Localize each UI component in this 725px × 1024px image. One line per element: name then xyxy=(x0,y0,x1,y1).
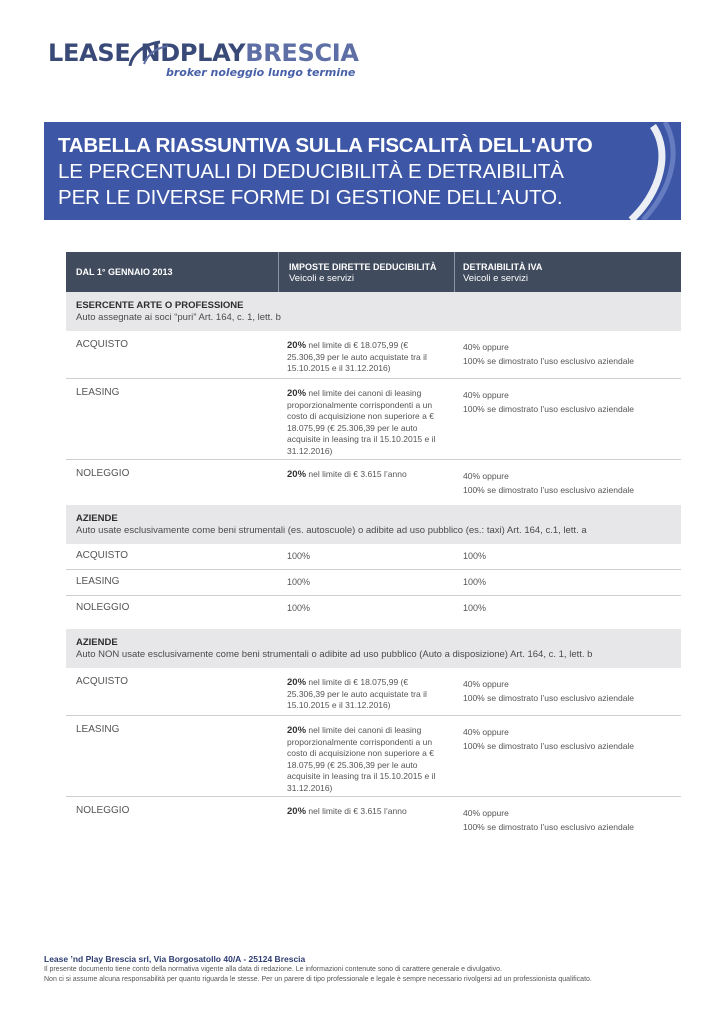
company-logo xyxy=(48,38,359,83)
table-header xyxy=(66,252,681,292)
logo-swoosh-icon xyxy=(108,40,178,66)
banner-subtitle-line2: PER LE DIVERSE FORME DI GESTIONE DELL’AUTO. xyxy=(58,186,563,209)
header-date: DAL 1° GENNAIO 2013 xyxy=(76,267,173,277)
header-iva: DETRAIBILITÀ IVA Veicoli e servizi xyxy=(454,252,681,292)
tax-table xyxy=(66,252,681,842)
table-row: LEASING 20% nel limite dei canoni di leasing proporzionalmente corrispondenti a un costo di acquisizione non superiore a € 18.075,99 (€ 25.306,39 per le auto acquisite in leasing tra il 15.10.2015 e il 31.12.2016) 40% oppure 100% se dimostrato l’uso esclusivo aziendale xyxy=(66,379,681,460)
banner-swoosh-icon xyxy=(591,122,681,220)
logo-wordmark: LEASE NDPLAYBRESCIA xyxy=(48,39,359,67)
table-row: ACQUISTO 20% nel limite di € 18.075,99 (€ 25.306,39 per le auto acquistate tra il 15.10.2015 e il 31.12.2016) 40% oppure 100% se dimostrato l’uso esclusivo aziendale xyxy=(66,668,681,716)
section-header: AZIENDE Auto usate esclusivamente come beni strumentali (es. autoscuole) o adibite ad uso pubblico (es.: taxi) Art. 164, c.1, lett. a xyxy=(66,505,681,544)
footer-disclaimer-2: Non ci si assume alcuna responsabilità per quanto riguarda le stesse. Per un parere di tipo professionale e legale è sempre necessario rivolgersi ad un professionista qualificato. xyxy=(44,975,592,983)
table-row: ACQUISTO 100% 100% xyxy=(66,544,681,570)
table-row: NOLEGGIO 20% nel limite di € 3.615 l’anno 40% oppure 100% se dimostrato l’uso esclusivo aziendale xyxy=(76,805,635,832)
section-header: AZIENDE Auto NON usate esclusivamente come beni strumentali o adibite ad uso pubblico (Auto a disposizione) Art. 164, c. 1, lett. b xyxy=(66,629,681,668)
title-banner xyxy=(44,122,681,220)
banner-subtitle-line1: LE PERCENTUALI DI DEDUCIBILITÀ E DETRAIBILITÀ xyxy=(58,160,564,183)
footer xyxy=(44,954,592,984)
table-row: NOLEGGIO 20% nel limite di € 3.615 l’anno 40% oppure 100% se dimostrato l’uso esclusivo aziendale xyxy=(76,468,635,495)
banner-title: TABELLA RIASSUNTIVA SULLA FISCALITÀ DELL'AUTO xyxy=(58,134,593,157)
header-deducibility: IMPOSTE DIRETTE DEDUCIBILITÀ Veicoli e servizi xyxy=(278,252,454,292)
table-row: ACQUISTO 20% nel limite di € 18.075,99 (€ 25.306,39 per le auto acquistate tra il 15.10.2015 e il 31.12.2016) 40% oppure 100% se dimostrato l’uso esclusivo aziendale xyxy=(66,331,681,379)
section-header: ESERCENTE ARTE O PROFESSIONE Auto assegnate ai soci “puri” Art. 164, c. 1, lett. b xyxy=(66,292,681,331)
table-row: LEASING 20% nel limite dei canoni di leasing proporzionalmente corrispondenti a un costo di acquisizione non superiore a € 18.075,99 (€ 25.306,39 per le auto acquisite in leasing tra il 15.10.2015 e il 31.12.2016) 40% oppure 100% se dimostrato l’uso esclusivo aziendale xyxy=(66,716,681,797)
table-row: LEASING 100% 100% xyxy=(66,570,681,596)
footer-disclaimer-1: Il presente documento tiene conto della normativa vigente alla data di redazione. Le informazioni contenute sono di carattere generale e divulgativo. xyxy=(44,966,503,973)
table-row: NOLEGGIO 100% 100% xyxy=(76,602,487,613)
footer-company: Lease ’nd Play Brescia srl, Via Borgosatollo 40/A - 25124 Brescia xyxy=(44,954,306,964)
logo-tagline: broker noleggio lungo termine xyxy=(166,66,356,79)
